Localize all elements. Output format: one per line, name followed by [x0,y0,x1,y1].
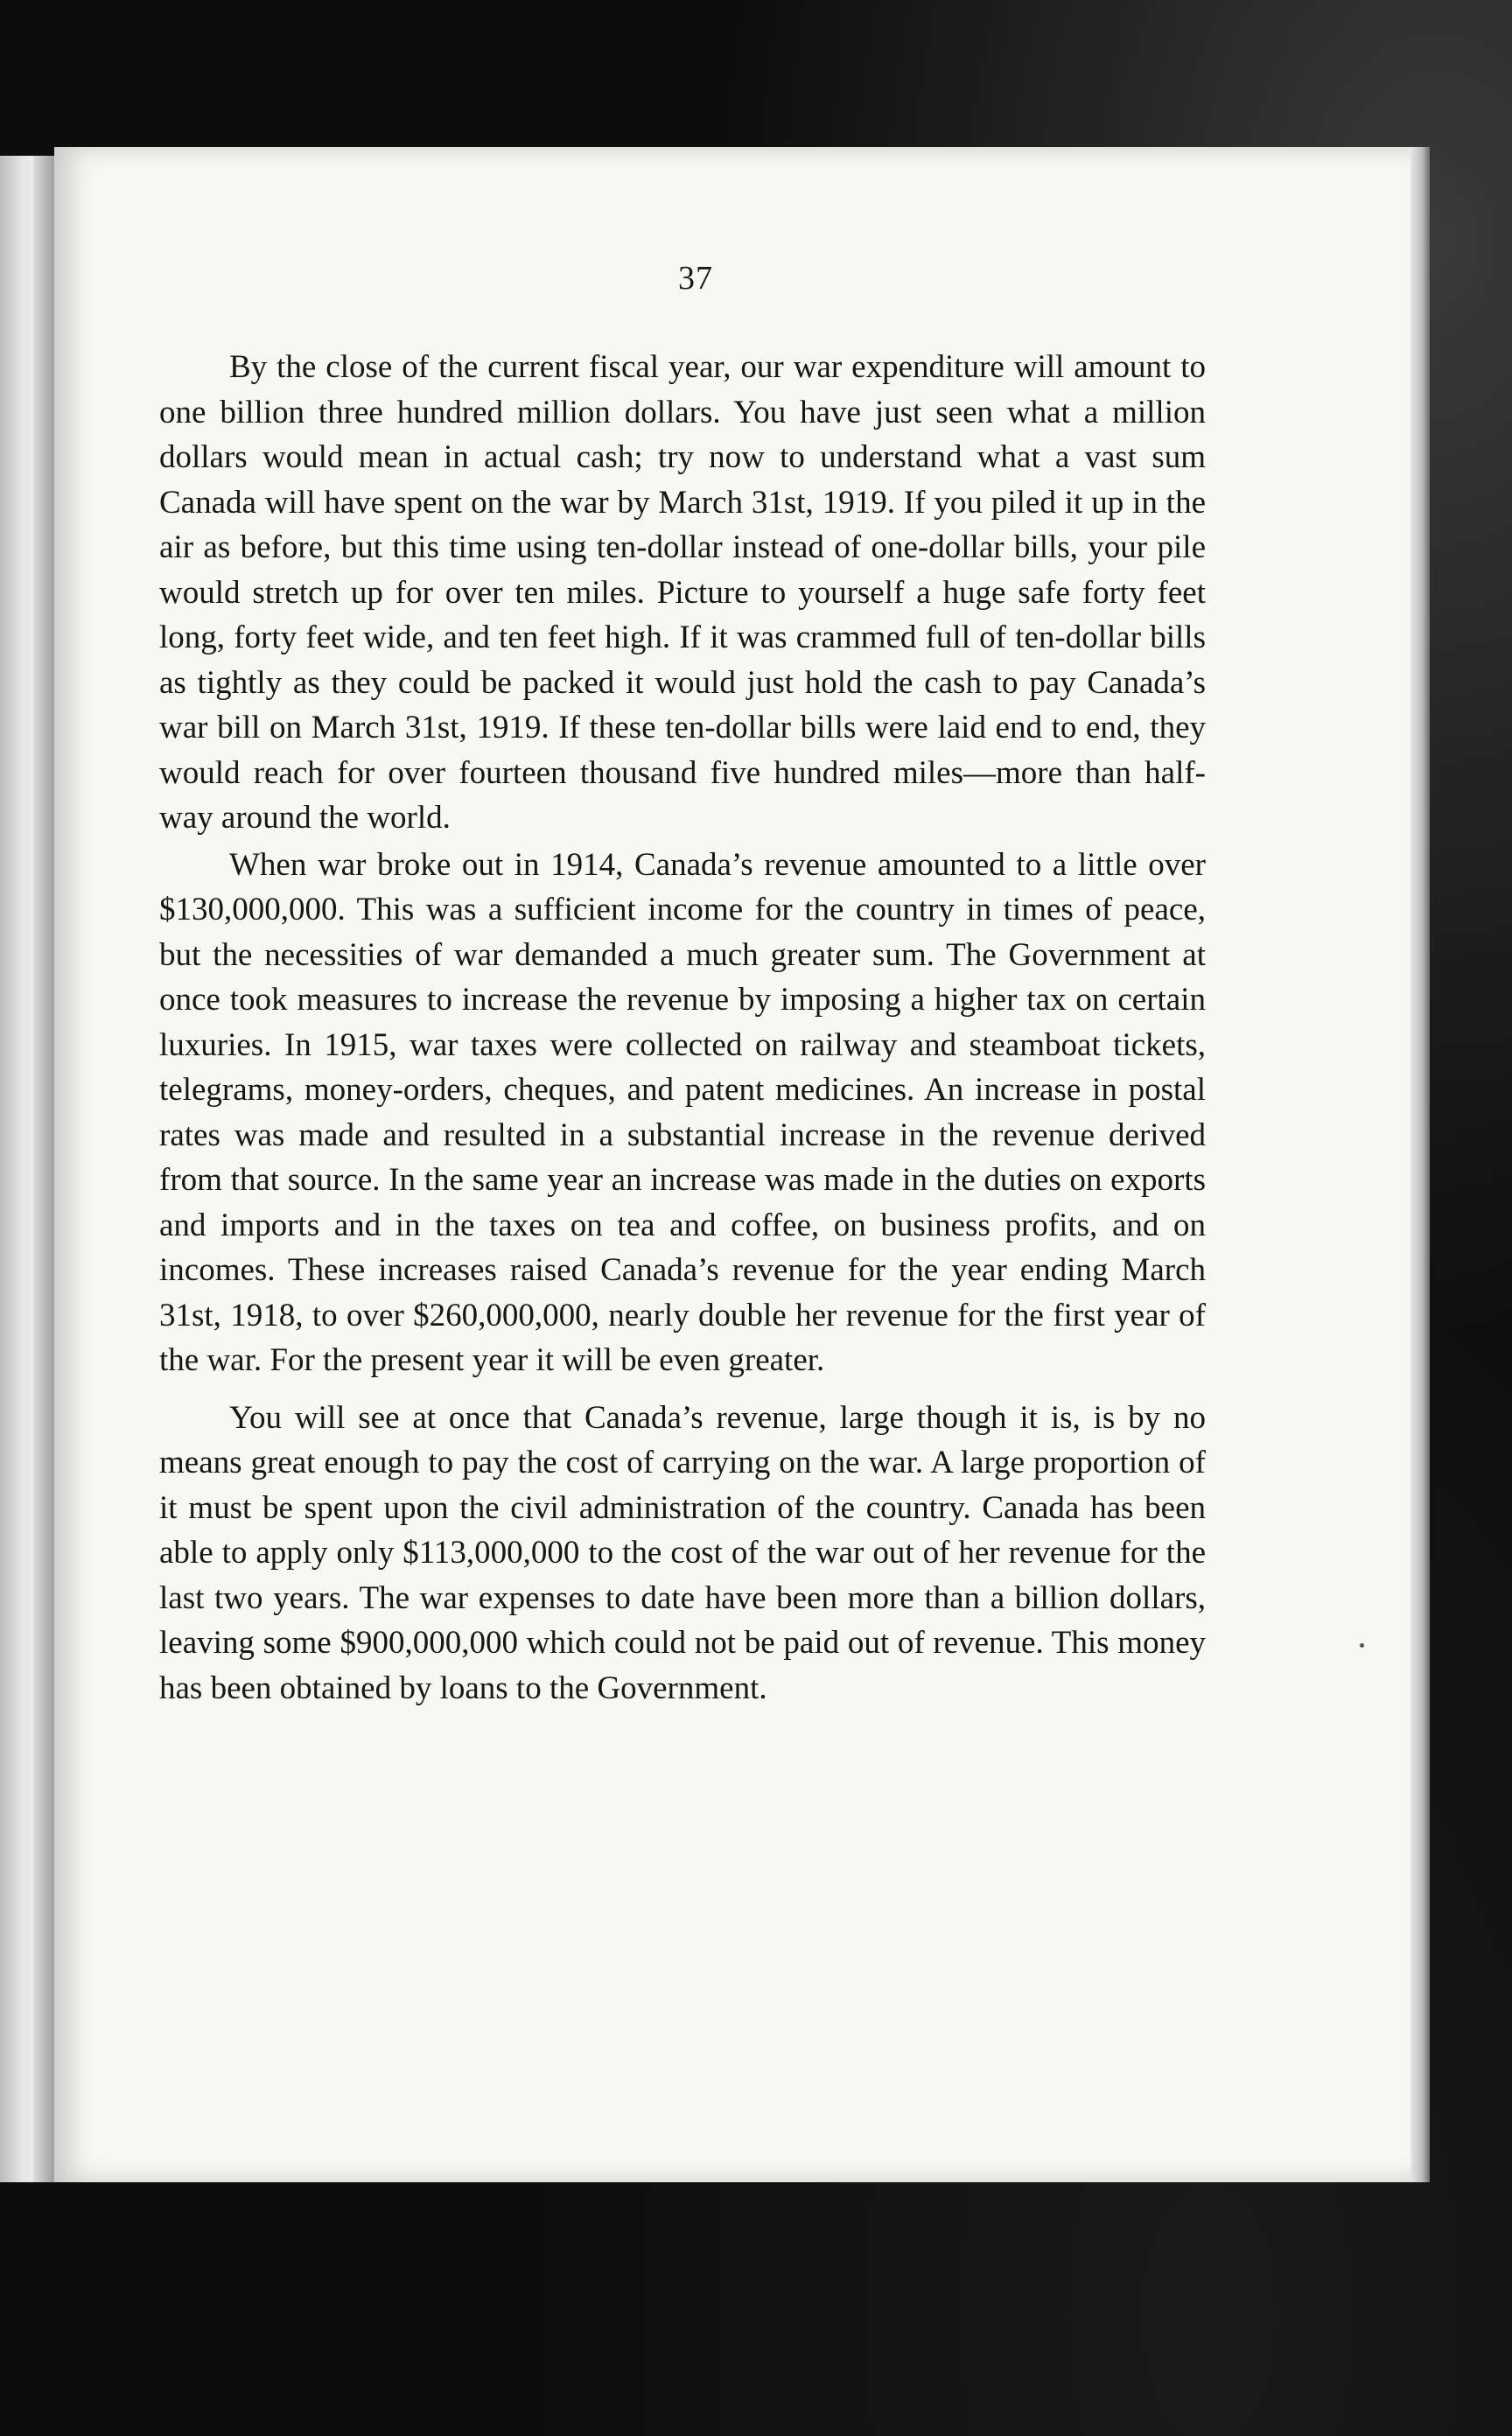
paragraph: By the close of the current fiscal year, our war expenditure will amount to one billion three hundred million dollars. You have just seen what a million dollars would mean in actual cash; try now to understand what a vast sum Canada will have spent on the war by March 31st, 1919. If you piled it up in the air as before, but this time using ten-dollar instead of one-dollar bills, your pile would stretch up for over ten miles. Picture to yourself a huge safe forty feet long, forty feet wide, and ten feet high. If it was crammed full of ten-dollar bills as tightly as they could be packed it would just hold the cash to pay Canada’s war bill on March 31st, 1919. If these ten-dollar bills were laid end to end, they would reach for over fourteen thousand five hundred miles—more than half-way around the world. [159,349,1206,836]
dust-speck [1360,1643,1364,1648]
body-text [159,345,1206,1711]
paragraph: When war broke out in 1914, Canada’s revenue amounted to a little over $130,000,000. This was a sufficient income for the country in times of peace, but the necessities of war demanded a much greater sum. The Government at once took measures to increase the revenue by imposing a higher tax on certain luxuries. In 1915, war taxes were collected on railway and steamboat tickets, telegrams, money-orders, cheques, and patent medicines. An increase in postal rates was made and resulted in a substantial increase in the revenue derived from that source. In the same year an increase was made in the duties on exports and imports and in the taxes on tea and coffee, on business profits, and on incomes. These increases raised Canada’s revenue for the year ending March 31st, 1918, to over $260,000,000, nearly double her revenue for the first year of the war. For the present year it will be even greater. [159,846,1206,1378]
page-edge [1410,147,1430,2182]
paragraph: You will see at once that Canada’s revenue, large though it is, is by no means great enough to pay the cost of carrying on the war. A large proportion of it must be spent upon the civil administration of the country. Canada has been able to apply only $113,000,000 to the cost of the war out of her revenue for the last two years. The war expenses to date have been more than a billion dollars, leaving some $900,000,000 which could not be paid out of revenue. This money has been obtained by loans to the Government. [159,1399,1206,1706]
facing-page-shadow [33,156,56,2182]
page-number: 37 [678,260,713,297]
